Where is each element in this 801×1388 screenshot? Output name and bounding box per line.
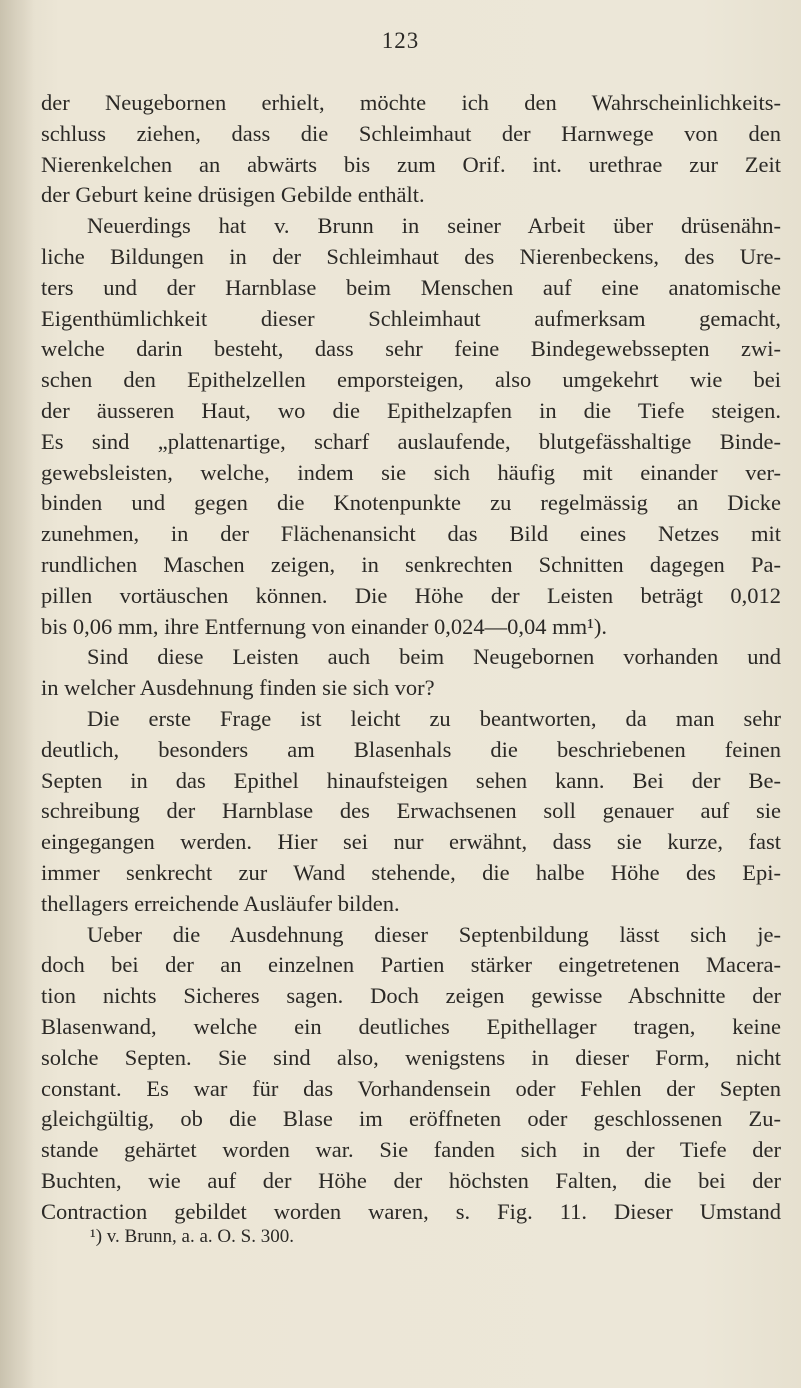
text-line: eingegangen werden. Hier sei nur erwähnt, dass sie kurze, fast	[41, 829, 781, 855]
text-line: zunehmen, in der Flächenansicht das Bild eines Netzes mit	[41, 521, 781, 547]
text-line: Blasenwand, welche ein deutliches Epithellager tragen, keine	[41, 1013, 781, 1039]
text-line: gleichgültig, ob die Blase im eröffneten oder geschlossenen Zu-	[41, 1106, 781, 1132]
text-line: tion nichts Sicheres sagen. Doch zeigen gewisse Abschnitte der	[41, 983, 781, 1009]
text-line: der Geburt keine drüsigen Gebilde enthält.	[41, 182, 425, 208]
page-number: 123	[381, 28, 420, 53]
text-line: immer senkrecht zur Wand stehende, die halbe Höhe des Epi-	[41, 859, 781, 885]
body-text	[41, 88, 781, 1227]
text-line: schreibung der Harnblase des Erwachsenen soll genauer auf sie	[41, 798, 781, 824]
text-line: Es sind „plattenartige, scharf auslaufende, blutgefässhaltige Binde-	[41, 428, 781, 454]
text-line: thellagers erreichende Ausläufer bilden.	[41, 890, 400, 916]
text-line: gewebsleisten, welche, indem sie sich häufig mit einander ver-	[41, 459, 781, 485]
text-line: solche Septen. Sie sind also, wenigstens in dieser Form, nicht	[41, 1044, 781, 1070]
text-line: liche Bildungen in der Schleimhaut des Nierenbeckens, des Ure-	[41, 243, 781, 269]
text-line: constant. Es war für das Vorhandensein oder Fehlen der Septen	[41, 1075, 781, 1101]
text-line: Die erste Frage ist leicht zu beantworten, da man sehr	[87, 705, 781, 731]
text-line: Neuerdings hat v. Brunn in seiner Arbeit über drüsenähn-	[87, 213, 781, 239]
text-line: bis 0,06 mm, ihre Entfernung von einander 0,024—0,04 mm¹).	[41, 613, 608, 639]
text-line: ters und der Harnblase beim Menschen auf eine anatomische	[41, 274, 781, 300]
text-line: Buchten, wie auf der Höhe der höchsten Falten, die bei der	[41, 1167, 781, 1193]
text-line: schen den Epithelzellen emporsteigen, also umgekehrt wie bei	[41, 367, 781, 393]
text-line: Sind diese Leisten auch beim Neugebornen vorhanden und	[87, 644, 781, 670]
footnote: ¹) v. Brunn, a. a. O. S. 300.	[90, 1226, 294, 1247]
binding-gutter	[0, 0, 34, 1388]
text-line: Ueber die Ausdehnung dieser Septenbildung lässt sich je-	[87, 921, 781, 947]
text-line: binden und gegen die Knotenpunkte zu regelmässig an Dicke	[41, 490, 781, 516]
text-line: Eigenthümlichkeit dieser Schleimhaut aufmerksam gemacht,	[41, 305, 781, 331]
text-line: der Neugebornen erhielt, möchte ich den Wahrscheinlichkeits-	[41, 90, 781, 115]
text-line: stande gehärtet worden war. Sie fanden sich in der Tiefe der	[41, 1137, 781, 1163]
text-line: welche darin besteht, dass sehr feine Bindegewebssepten zwi-	[41, 336, 781, 362]
text-line: in welcher Ausdehnung finden sie sich vor?	[41, 675, 435, 701]
text-line: rundlichen Maschen zeigen, in senkrechten Schnitten dagegen Pa-	[41, 551, 781, 577]
text-line: Contraction gebildet worden waren, s. Fig. 11. Dieser Umstand	[41, 1198, 781, 1224]
text-line: der äusseren Haut, wo die Epithelzapfen in die Tiefe steigen.	[41, 397, 781, 423]
text-line: pillen vortäuschen können. Die Höhe der Leisten beträgt 0,012	[41, 582, 781, 608]
text-line: Nierenkelchen an abwärts bis zum Orif. int. urethrae zur Zeit	[41, 151, 781, 177]
text-line: doch bei der an einzelnen Partien stärker eingetretenen Macera-	[41, 952, 781, 978]
text-line: Septen in das Epithel hinaufsteigen sehen kann. Bei der Be-	[41, 767, 781, 793]
text-line: schluss ziehen, dass die Schleimhaut der Harnwege von den	[41, 120, 781, 146]
text-line: deutlich, besonders am Blasenhals die beschriebenen feinen	[41, 736, 781, 762]
